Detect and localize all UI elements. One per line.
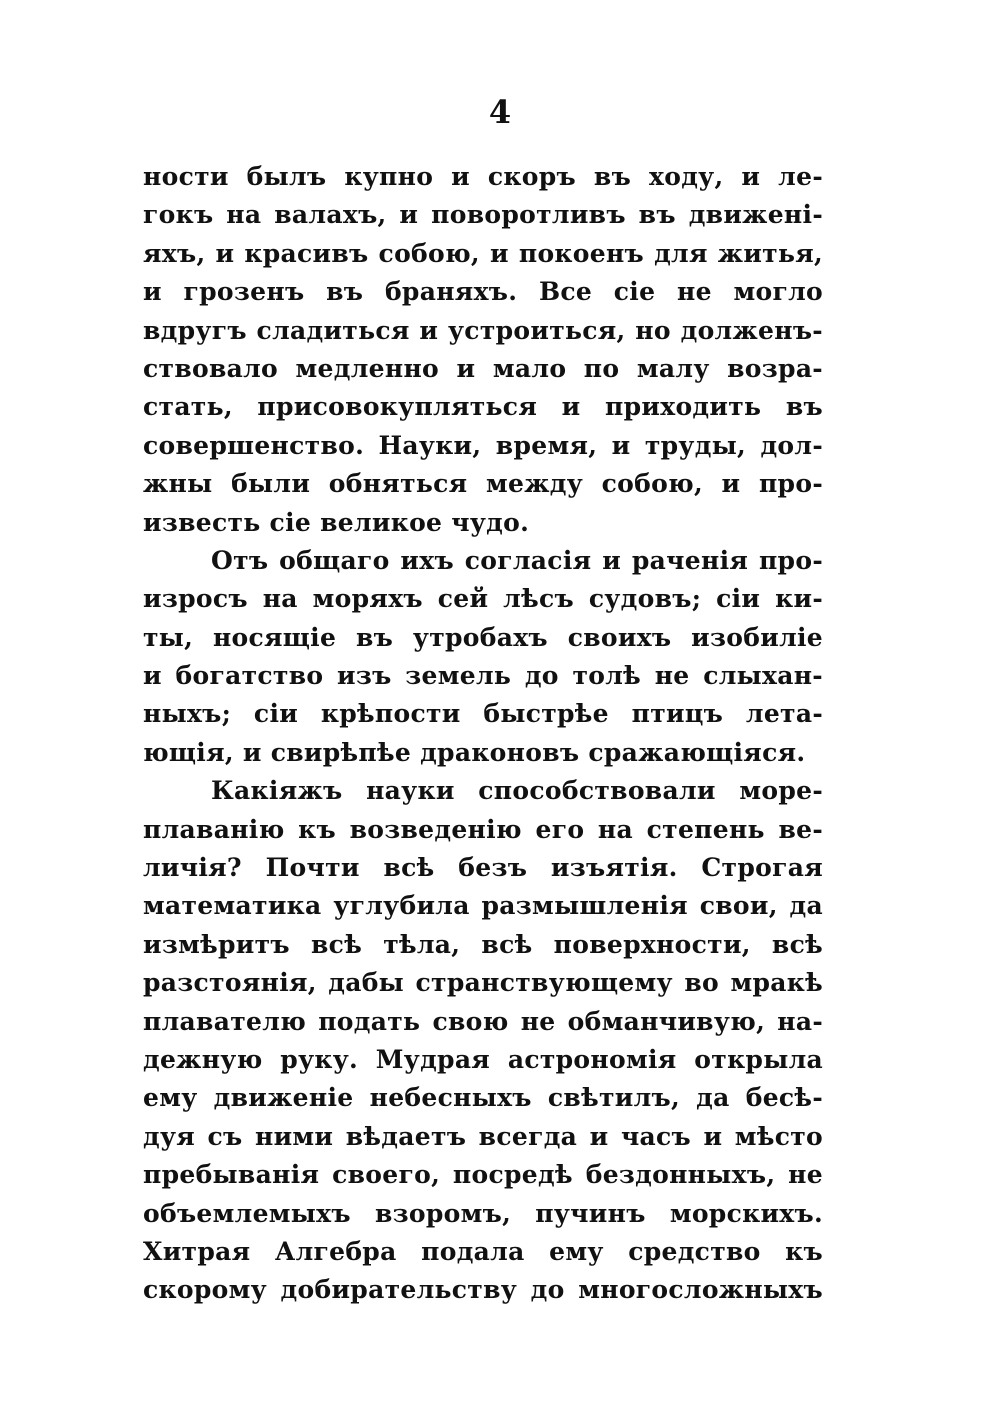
text-line: ныхъ; сіи крѣпости быстрѣе птицъ лета- xyxy=(143,699,823,729)
text-line: гокъ на валахъ, и поворотливъ въ движені- xyxy=(143,200,823,230)
text-line: стать, присовокупляться и приходить въ xyxy=(143,392,823,422)
text-line: ему движеніе небесныхъ свѣтилъ, да бесѣ- xyxy=(143,1083,823,1113)
text-line: изросъ на моряхъ сей лѣсъ судовъ; сіи ки- xyxy=(143,584,823,614)
page-number: 4 xyxy=(488,93,512,131)
text-line: дежную руку. Мудрая астрономія открыла xyxy=(143,1044,823,1074)
text-line: ты, носящіе въ утробахъ своихъ изобиліе xyxy=(143,622,823,652)
text-line: личія? Почти всѣ безъ изъятія. Строгая xyxy=(143,853,823,883)
text-line: жны были обняться между собою, и про- xyxy=(143,469,823,499)
text-line: Отъ общаго ихъ согласія и раченія про- xyxy=(211,545,823,575)
text-line: пребыванія своего, посредѣ бездонныхъ, не xyxy=(143,1160,823,1190)
text-line: плаванію къ возведенію его на степень ве- xyxy=(143,814,823,844)
text-line: плавателю подать свою не обманчивую, на- xyxy=(143,1006,823,1036)
text-line: объемлемыхъ взоромъ, пучинъ морскихъ. xyxy=(143,1198,823,1228)
text-line: ности былъ купно и скоръ въ ходу, и ле- xyxy=(143,162,823,191)
text-line: математика углубила размышленія свои, да xyxy=(143,891,823,921)
text-line: ствовало медленно и мало по малу возра- xyxy=(143,353,823,383)
text-line: Хитрая Алгебра подала ему средство къ xyxy=(143,1236,823,1266)
text-line: скорому добирательству до многосложныхъ xyxy=(143,1275,823,1305)
text-line: и богатство изъ земель до толѣ не слыхан- xyxy=(143,661,823,691)
text-line: совершенство. Науки, время, и труды, дол- xyxy=(143,430,823,460)
text-line: вдругъ сладиться и устроиться, но долженъ- xyxy=(143,315,823,345)
text-line: и грозенъ въ браняхъ. Все сіе не могло xyxy=(143,277,823,307)
text-line: известь сіе великое чудо. xyxy=(143,507,530,537)
text-line: Какіяжъ науки способствовали море- xyxy=(211,776,823,806)
text-line: яхъ, и красивъ собою, и покоенъ для житья, xyxy=(143,238,823,268)
body-text xyxy=(143,158,823,1310)
text-line: ющія, и свирѣпѣе драконовъ сражающіяся. xyxy=(143,737,806,767)
text-line: дуя съ ними вѣдаетъ всегда и часъ и мѣсто xyxy=(143,1121,823,1151)
text-line: разстоянія, дабы странствующему во мракѣ xyxy=(143,968,823,998)
text-line: измѣритъ всѣ тѣла, всѣ поверхности, всѣ xyxy=(143,929,823,959)
